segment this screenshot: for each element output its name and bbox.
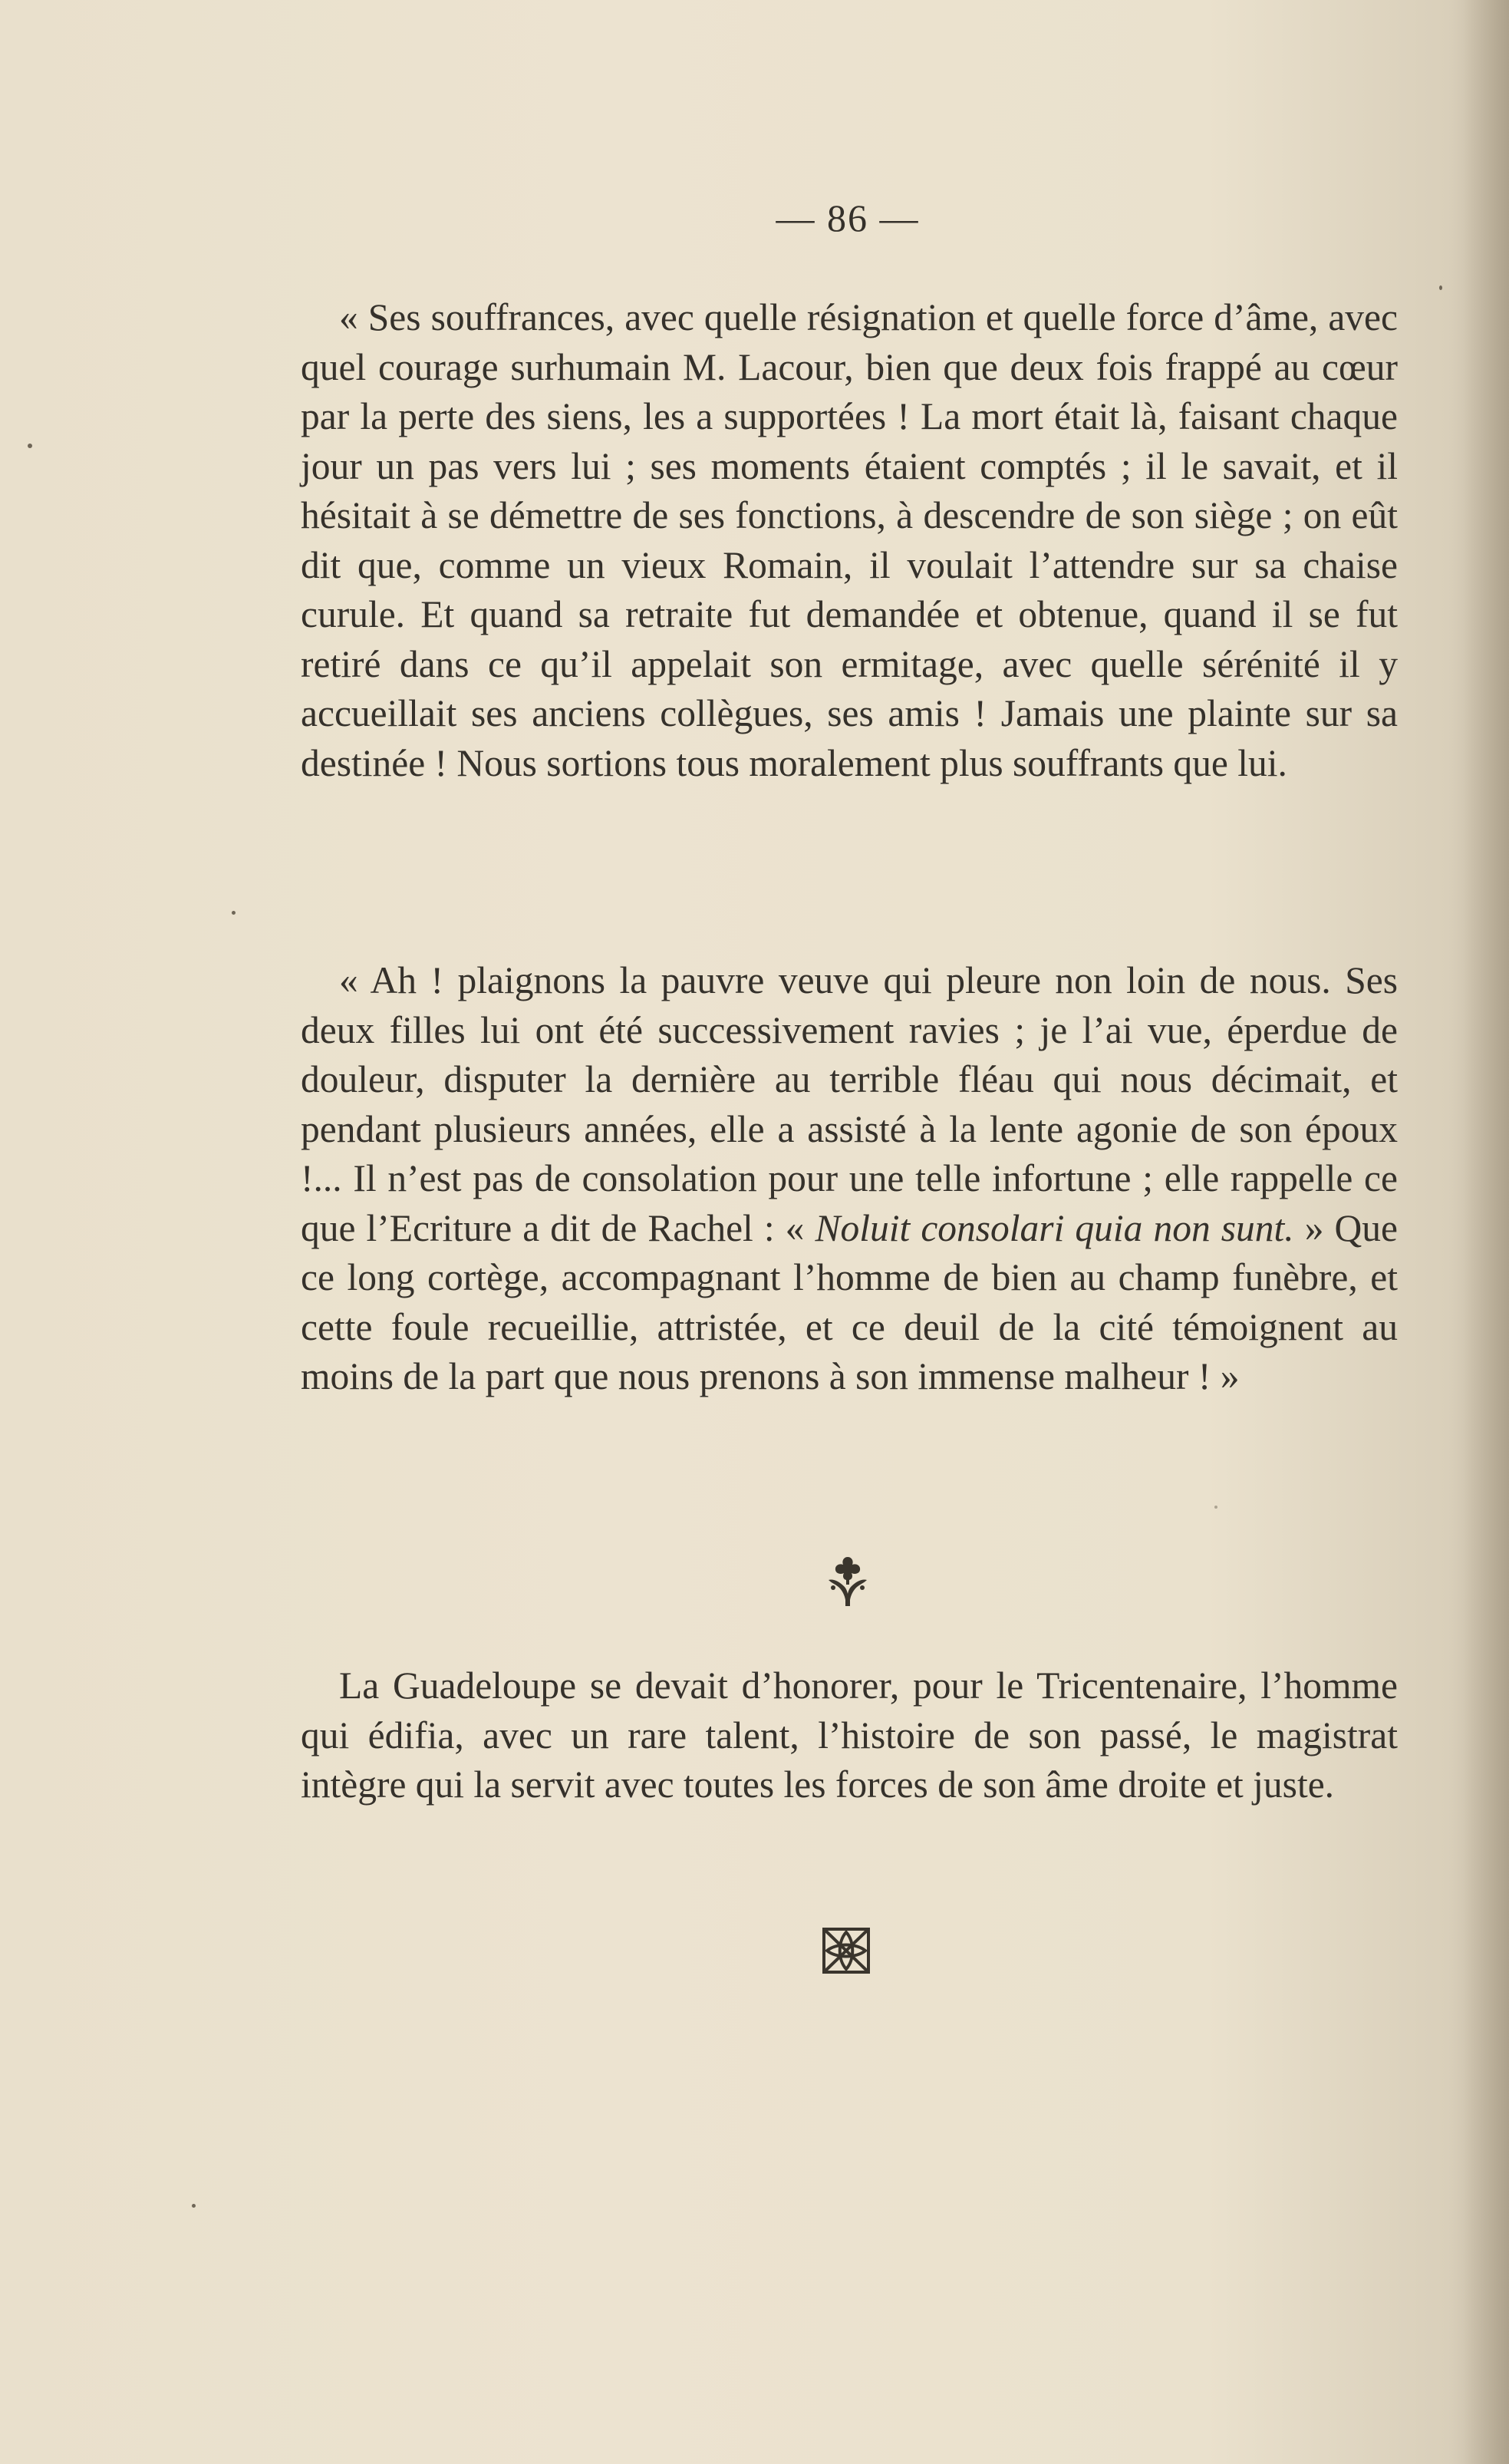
text-block-3: [301, 1661, 1398, 1810]
latin-quote: Noluit consolari quia non sunt.: [815, 1206, 1294, 1249]
paper-speck: [232, 911, 236, 915]
fleuron-icon: [822, 1554, 873, 1609]
paragraph-2: [301, 956, 1398, 1402]
paper-speck: [1439, 285, 1442, 290]
text-block-1: [301, 293, 1398, 788]
page-number: — 86 —: [776, 196, 920, 239]
paper-speck: [192, 2204, 196, 2208]
paper-speck: [28, 444, 32, 448]
paragraph-2-start: « Ah ! plaignons la pauvre veuve qui pleure non loin de nous. Ses deux filles lui ont été successivement ravies ; je l’ai vue, éperdue de douleur, disputer la dernière au terrible fléau qui nous décimait, et pendant plusieurs années, elle a assisté à la lente agonie de son époux !... Il n’est pas de consolation pour une telle infortune ; elle rappelle ce que l’Ecriture a dit de Rachel : «: [301, 959, 1398, 1249]
tailpiece-icon: [821, 1926, 871, 1975]
paragraph-1: « Ses souffrances, avec quelle résignation et quelle force d’âme, avec quel courage surhumain M. Lacour, bien que deux fois frappé au cœur par la perte des siens, les a supportées ! La mort était là, faisant chaque jour un pas vers lui ; ses moments étaient comptés ; il le savait, et il hésitait à se démettre de ses fonctions, à descendre de son siège ; on eût dit que, comme un vieux Romain, il voulait l’attendre sur sa chaise curule. Et quand sa retraite fut demandée et obtenue, quand il se fut retiré dans ce qu’il appelait son ermitage, avec quelle sérénité il y accueillait ses anciens collègues, ses amis ! Jamais une plainte sur sa destinée ! Nous sortions tous moralement plus souffrants que lui.: [301, 296, 1398, 784]
paper-speck: [1214, 1506, 1217, 1509]
paragraph-3: La Guadeloupe se devait d’honorer, pour le Tricentenaire, l’homme qui édifia, avec un rare talent, l’histoire de son passé, le magistrat intègre qui la servit avec toutes les forces de son âme droite et juste.: [301, 1664, 1398, 1806]
page-edge-shadow: [1463, 0, 1509, 2464]
text-block-2: [301, 956, 1398, 1402]
paragraph-2-end: » Que ce long cortège, accompagnant l’homme de bien au champ funèbre, et cette foule recueillie, attristée, et ce deuil de la cité témoignent au moins de la part que nous prenons à son immense malheur ! »: [301, 1206, 1398, 1397]
